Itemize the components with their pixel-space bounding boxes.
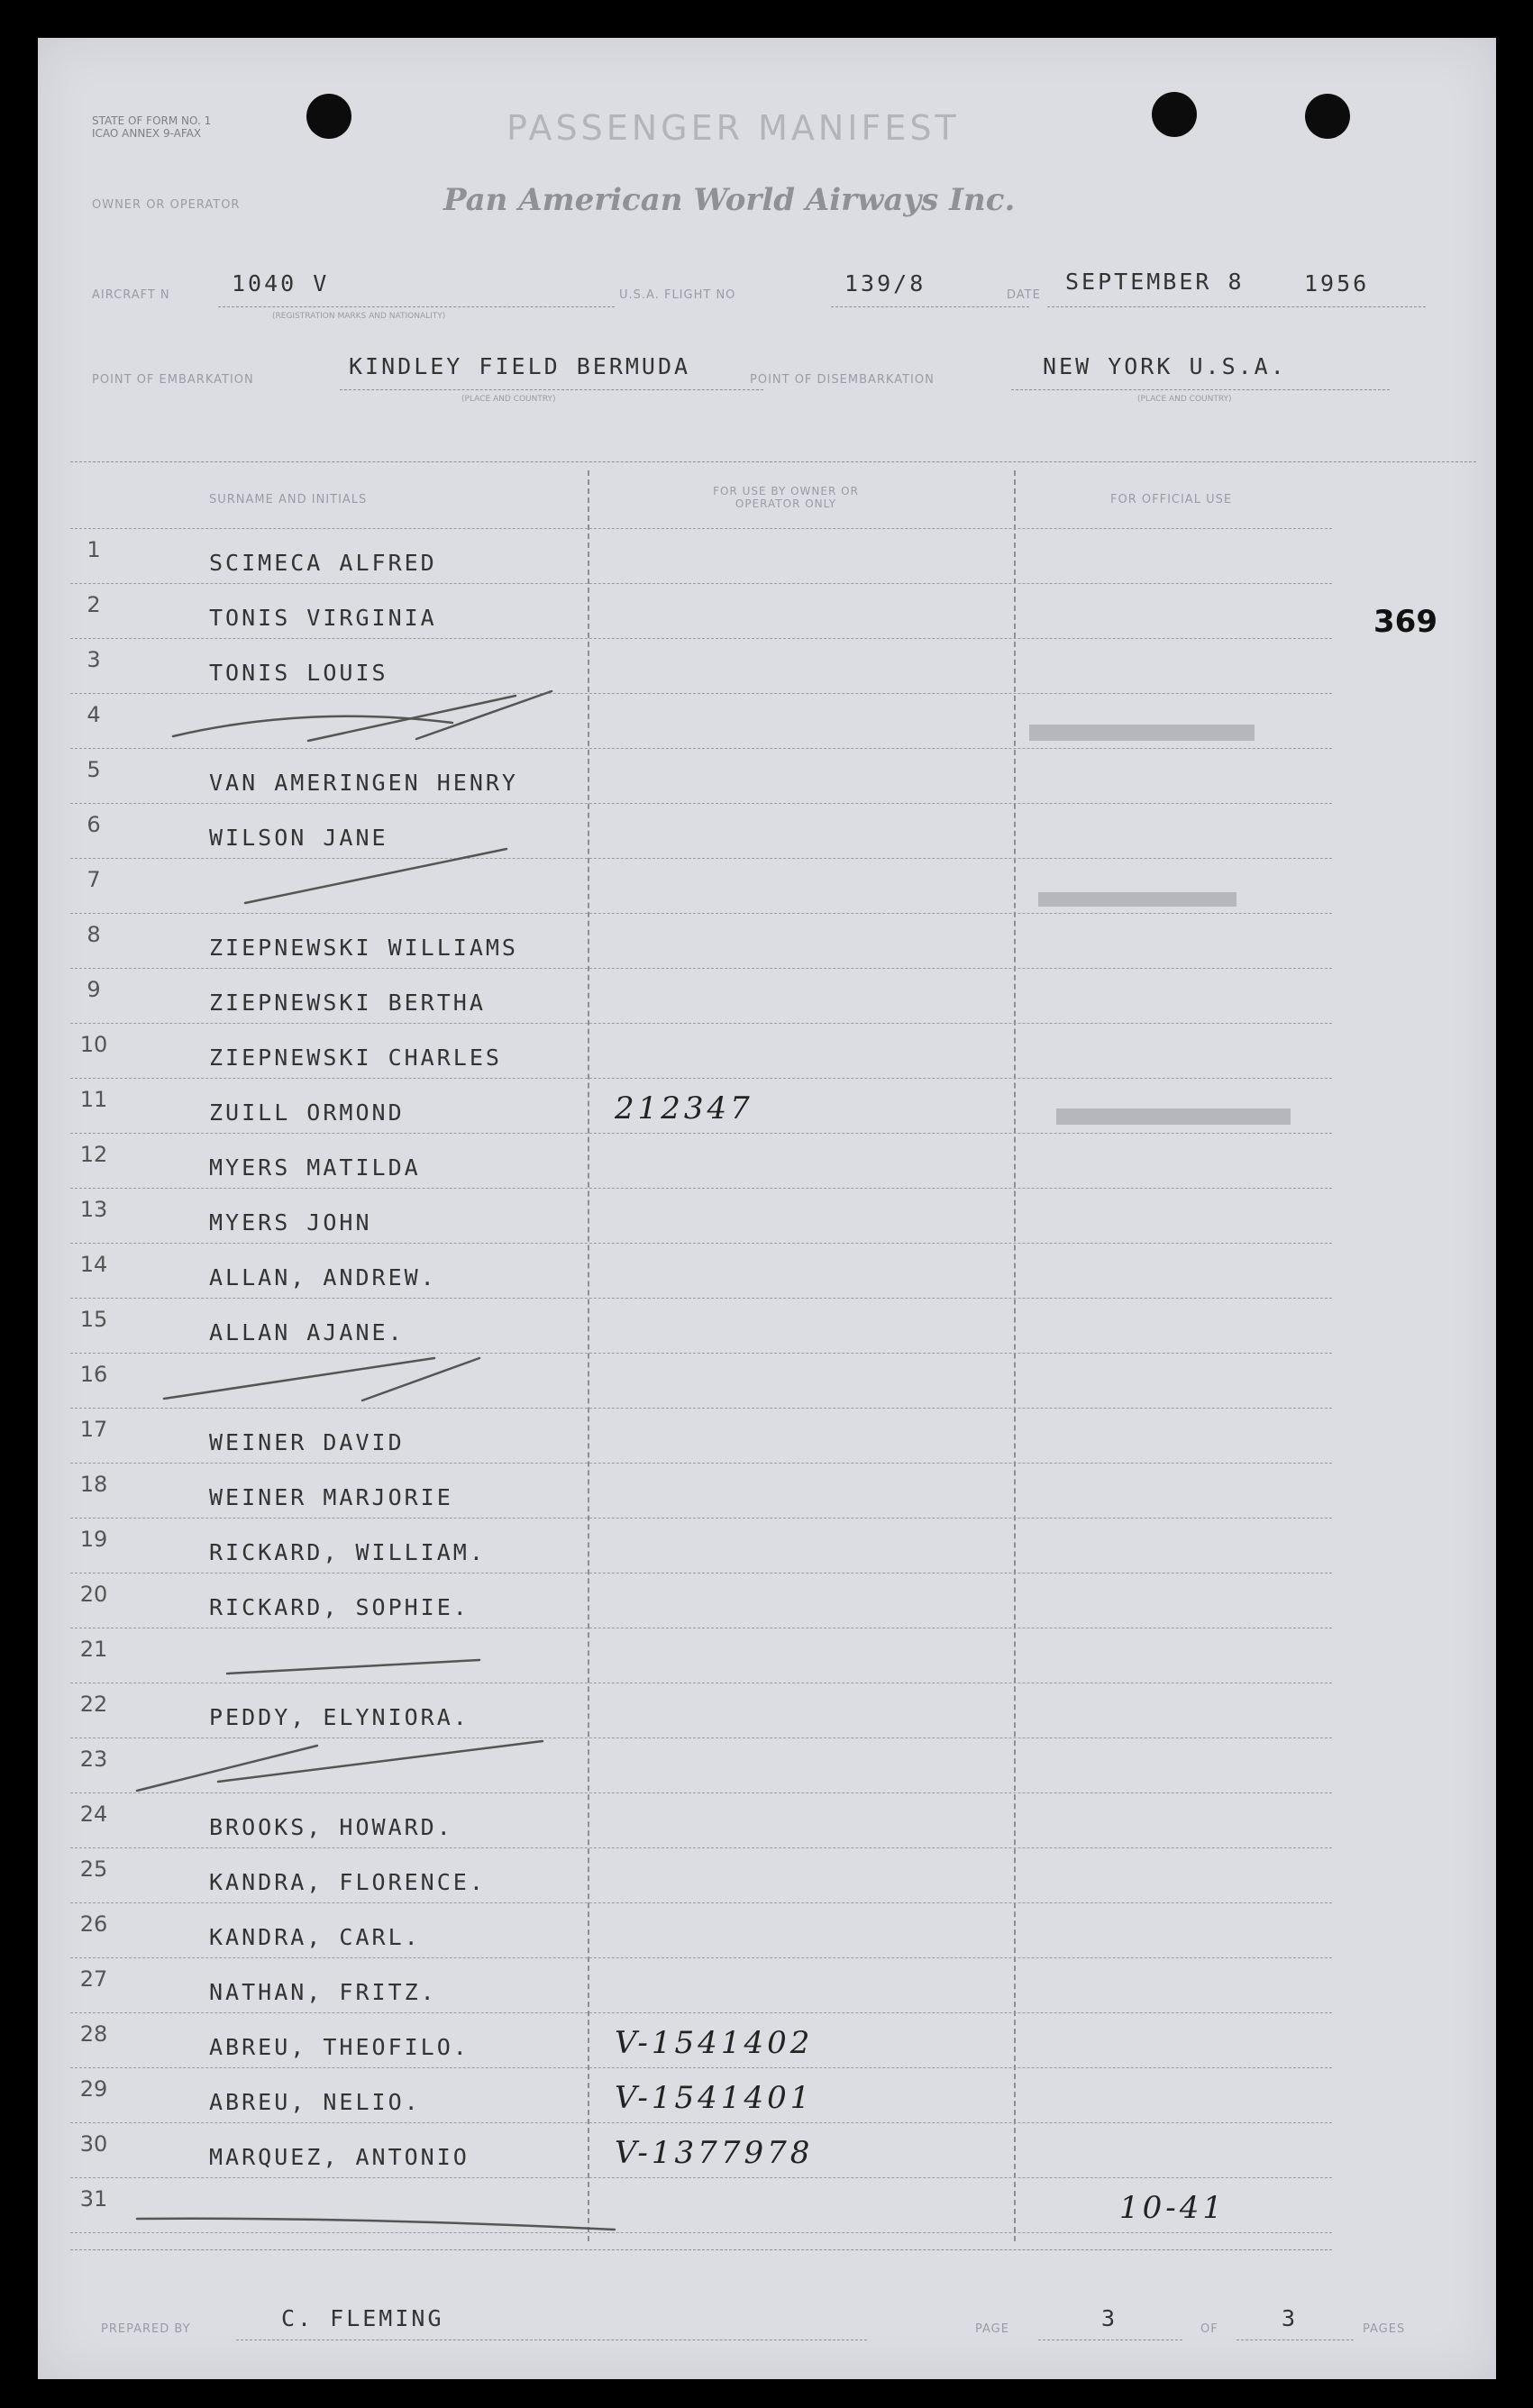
- date-label: DATE: [1007, 288, 1041, 302]
- page-value: 3: [1101, 2305, 1118, 2331]
- of-label: OF: [1200, 2322, 1218, 2336]
- embark-label: POINT OF EMBARKATION: [92, 373, 254, 387]
- row-line: [70, 748, 1332, 749]
- row-line: [70, 1518, 1332, 1519]
- column-header-name: SURNAME AND INITIALS: [209, 493, 368, 506]
- row-number: 2: [87, 592, 101, 617]
- form-stamp-line1: STATE OF FORM NO. 1: [92, 114, 212, 127]
- owner-entry: 212347: [615, 1090, 753, 1126]
- row-line: [70, 913, 1332, 914]
- row-number: 23: [79, 1747, 108, 1772]
- form-stamp-line2: ICAO ANNEX 9-AFAX: [92, 127, 202, 140]
- strike-row-4-c: [416, 691, 552, 739]
- row-line: [70, 1463, 1332, 1464]
- aircraft-sub: (REGISTRATION MARKS AND NATIONALITY): [272, 312, 446, 321]
- disembark-sub: (PLACE AND COUNTRY): [1137, 395, 1232, 404]
- passenger-name: TONIS VIRGINIA: [209, 605, 437, 631]
- row-number: 21: [79, 1637, 108, 1662]
- passenger-name: ALLAN AJANE.: [209, 1319, 405, 1345]
- column-divider-2: [1014, 470, 1016, 2241]
- row-line: [70, 1408, 1332, 1409]
- row-number: 14: [79, 1252, 108, 1277]
- embark-value: KINDLEY FIELD BERMUDA: [349, 353, 691, 379]
- passenger-name: PEDDY, ELYNIORA.: [209, 1704, 470, 1730]
- flight-underline: [831, 306, 1029, 307]
- flight-label: U.S.A. FLIGHT NO: [619, 288, 736, 302]
- page-label: PAGE: [975, 2322, 1009, 2336]
- strike-row-23-b: [218, 1741, 543, 1782]
- owner-label: OWNER OR OPERATOR: [92, 198, 241, 212]
- pages-label: PAGES: [1363, 2322, 1406, 2336]
- passenger-name: VAN AMERINGEN HENRY: [209, 770, 518, 796]
- passenger-name: KANDRA, FLORENCE.: [209, 1869, 486, 1895]
- row-line: [70, 968, 1332, 969]
- smudge-official-row-7: [1038, 892, 1236, 907]
- disembark-value: NEW YORK U.S.A.: [1043, 353, 1287, 379]
- passenger-name: WEINER DAVID: [209, 1429, 405, 1455]
- strike-row-16-b: [362, 1358, 479, 1400]
- strike-row-7: [245, 849, 506, 903]
- row-line: [70, 2122, 1332, 2123]
- strike-row-4-b: [308, 696, 516, 741]
- row-number: 13: [79, 1197, 108, 1222]
- row-number: 31: [79, 2186, 108, 2212]
- row-line: [70, 858, 1332, 859]
- passenger-name: ZIEPNEWSKI BERTHA: [209, 990, 486, 1016]
- owner-value: Pan American World Airways Inc.: [443, 182, 1016, 218]
- column-divider-1: [588, 470, 589, 2241]
- row-number: 4: [87, 702, 101, 727]
- stamp-number: 369: [1373, 604, 1437, 640]
- row-line: [70, 693, 1332, 694]
- row-number: 28: [79, 2021, 108, 2047]
- strike-row-23-a: [137, 1746, 317, 1791]
- name-column-end-line: [137, 2219, 615, 2230]
- smudge-official-row-4: [1029, 725, 1255, 741]
- footer-rule: [70, 2249, 1332, 2250]
- row-number: 7: [87, 867, 101, 892]
- form-stamp: [92, 114, 211, 140]
- row-line: [70, 1188, 1332, 1189]
- row-line: [70, 583, 1332, 584]
- row-line: [70, 2177, 1332, 2178]
- manifest-sheet: [38, 38, 1496, 2379]
- embark-underline: [340, 389, 763, 390]
- column-header-owner: FOR USE BY OWNER OR OPERATOR ONLY: [713, 485, 859, 510]
- passenger-name: NATHAN, FRITZ.: [209, 1979, 437, 2005]
- owner-entry: V-1377978: [615, 2135, 814, 2171]
- passenger-name: WILSON JANE: [209, 825, 388, 851]
- of-value: 3: [1282, 2305, 1299, 2331]
- flight-value: 139/8: [844, 270, 926, 296]
- row-number: 20: [79, 1582, 108, 1607]
- row-line: [70, 1957, 1332, 1958]
- row-number: 17: [79, 1417, 108, 1442]
- disembark-underline: [1011, 389, 1390, 390]
- passenger-name: ZUILL ORMOND: [209, 1099, 405, 1126]
- row-line: [70, 1298, 1332, 1299]
- passenger-name: WEINER MARJORIE: [209, 1484, 453, 1510]
- smudge-official-row-11: [1056, 1108, 1291, 1125]
- passenger-name: ABREU, NELIO.: [209, 2089, 421, 2115]
- punch-hole-left: [306, 94, 351, 139]
- row-line: [70, 1792, 1332, 1793]
- strike-row-16-a: [164, 1358, 434, 1399]
- row-line: [70, 528, 1332, 529]
- disembark-label: POINT OF DISEMBARKATION: [750, 373, 935, 387]
- passenger-name: ZIEPNEWSKI WILLIAMS: [209, 935, 518, 961]
- date-value: SEPTEMBER 8: [1065, 269, 1245, 295]
- passenger-name: BROOKS, HOWARD.: [209, 1814, 453, 1840]
- passenger-name: MYERS JOHN: [209, 1209, 372, 1236]
- row-number: 10: [79, 1032, 108, 1057]
- aircraft-label: AIRCRAFT N: [92, 288, 170, 302]
- row-number: 26: [79, 1911, 108, 1937]
- row-number: 1: [87, 537, 101, 562]
- passenger-name: RICKARD, WILLIAM.: [209, 1539, 486, 1565]
- row-line: [70, 803, 1332, 804]
- row-number: 5: [87, 757, 101, 782]
- row-number: 18: [79, 1472, 108, 1497]
- row-number: 15: [79, 1307, 108, 1332]
- row-number: 9: [87, 977, 101, 1002]
- row-number: 22: [79, 1692, 108, 1717]
- header-top-rule: [70, 461, 1476, 462]
- row-line: [70, 1847, 1332, 1848]
- page-title: PASSENGER MANIFEST: [506, 108, 960, 148]
- row-number: 29: [79, 2076, 108, 2102]
- punch-hole-middle: [1152, 92, 1197, 137]
- punch-hole-right: [1305, 94, 1350, 139]
- year-value: 1956: [1304, 270, 1370, 296]
- prepared-value: C. FLEMING: [281, 2305, 444, 2331]
- passenger-name: ALLAN, ANDREW.: [209, 1264, 437, 1291]
- row-line: [70, 2067, 1332, 2068]
- passenger-name: MYERS MATILDA: [209, 1154, 421, 1181]
- prepared-label: PREPARED BY: [101, 2322, 191, 2336]
- row-line: [70, 1243, 1332, 1244]
- owner-entry: V-1541402: [615, 2025, 814, 2061]
- strike-row-4-a: [173, 716, 452, 736]
- column-header-official: FOR OFFICIAL USE: [1110, 493, 1233, 506]
- date-underline: [1047, 306, 1426, 307]
- row-number: 24: [79, 1801, 108, 1827]
- passenger-name: ABREU, THEOFILO.: [209, 2034, 470, 2060]
- row-line: [70, 1023, 1332, 1024]
- embark-sub: (PLACE AND COUNTRY): [461, 395, 556, 404]
- row-line: [70, 1353, 1332, 1354]
- row-line: [70, 2232, 1332, 2233]
- row-number: 27: [79, 1966, 108, 1992]
- passenger-name: RICKARD, SOPHIE.: [209, 1594, 470, 1620]
- passenger-name: KANDRA, CARL.: [209, 1924, 421, 1950]
- strike-row-21: [227, 1660, 479, 1674]
- official-entry: 10-41: [1119, 2190, 1227, 2226]
- row-number: 12: [79, 1142, 108, 1167]
- row-line: [70, 1902, 1332, 1903]
- row-line: [70, 638, 1332, 639]
- row-number: 11: [79, 1087, 108, 1112]
- row-line: [70, 1078, 1332, 1079]
- passenger-name: MARQUEZ, ANTONIO: [209, 2144, 470, 2170]
- row-line: [70, 1133, 1332, 1134]
- passenger-name: ZIEPNEWSKI CHARLES: [209, 1044, 502, 1071]
- row-number: 16: [79, 1362, 108, 1387]
- passenger-name: SCIMECA ALFRED: [209, 550, 437, 576]
- passenger-name: TONIS LOUIS: [209, 660, 388, 686]
- row-number: 3: [87, 647, 101, 672]
- row-number: 19: [79, 1527, 108, 1552]
- row-line: [70, 2012, 1332, 2013]
- aircraft-value: 1040 V: [232, 270, 330, 296]
- owner-entry: V-1541401: [615, 2080, 814, 2116]
- row-number: 30: [79, 2131, 108, 2157]
- row-number: 25: [79, 1856, 108, 1882]
- aircraft-underline: [218, 306, 615, 307]
- row-number: 8: [87, 922, 101, 947]
- row-number: 6: [87, 812, 101, 837]
